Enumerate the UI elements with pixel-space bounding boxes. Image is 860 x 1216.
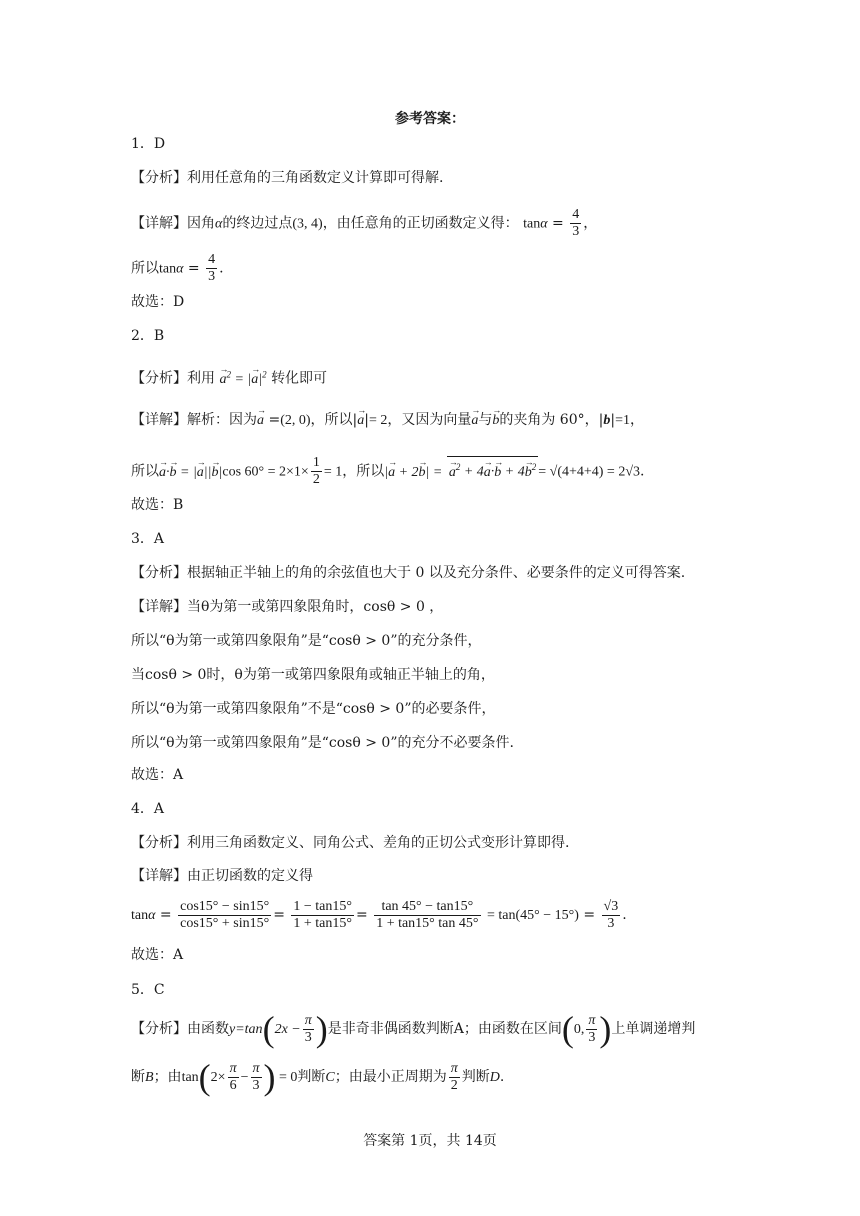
q2-detail: 【详解】解析：因为→ a =(2, 0)，所以|→ a|= 2，又因为向量→ a与→ b的夹角为 60°，|b|=1， bbox=[131, 410, 750, 431]
q2-abs-b: =1 bbox=[615, 413, 630, 428]
q3-choice: 故选：A bbox=[131, 767, 184, 783]
q4-frac-2-num: 1 − tan15° bbox=[293, 898, 352, 914]
q4-choice: 故选：A bbox=[131, 947, 184, 963]
q3-analysis: 【分析】根据轴正半轴上的角的余弦值也大于 0 以及充分条件、必要条件的定义可得答案. bbox=[131, 565, 686, 581]
q4-frac-2-den: 1 + tan15° bbox=[293, 915, 352, 931]
q5-l2-b: ；由 bbox=[153, 1069, 182, 1085]
q5-two: 2 bbox=[450, 1077, 458, 1093]
q5-pi-4: π bbox=[252, 1060, 260, 1076]
q3-line-5: 所以“θ为第一或第四象限角”是“cosθ > 0”的充分不必要条件. bbox=[131, 735, 514, 751]
q5-D: D bbox=[489, 1070, 500, 1085]
q2-a-value: (2, 0) bbox=[280, 413, 311, 428]
q1-so-label: 所以 bbox=[131, 260, 159, 277]
q5-B: B bbox=[145, 1070, 154, 1085]
q4-equation: tanα = $\frac{\cos 15^\circ - \sin 15^\circ}{\cos 15^\circ + \sin 15^\circ}$ = $\frac{1 - \tan 15^\circ}{1 + \tan 15^\circ}$ = $\frac{\tan 45^\circ - \tan 15^\circ}{1 + \tan 15^\circ \tan 45^\circ}$ = tan(45° − 15°) = $\frac{√3}{3}$ . bbox=[131, 898, 627, 931]
q3-line-3: 当cosθ > 0时，θ为第一或第四象限角或轴正半轴上的角， bbox=[131, 667, 495, 683]
q1-fraction-2 bbox=[206, 252, 217, 285]
q1-alpha: α bbox=[215, 216, 223, 232]
q2-analysis-a: 【分析】利用 bbox=[131, 370, 215, 387]
q3-line-1: 【详解】当θ为第一或第四象限角时，cosθ > 0 ， bbox=[131, 599, 444, 615]
q2-detail-c: ，又因为向量 bbox=[387, 412, 472, 428]
q5-pi-3: π bbox=[229, 1060, 237, 1076]
q2-detail-d: 与 bbox=[478, 412, 493, 428]
page-title: 参考答案： bbox=[395, 111, 465, 127]
q2-dot-so: 所以 bbox=[131, 463, 159, 480]
q4-analysis: 【分析】利用三角函数定义、同角公式、差角的正切公式变形计算即得. bbox=[131, 835, 570, 851]
q1-frac-den: 3 bbox=[572, 224, 580, 239]
q4-frac-1 bbox=[178, 899, 271, 932]
q2-analysis-b: 转化即可 bbox=[271, 370, 328, 387]
q1-choice: 故选：D bbox=[131, 294, 185, 310]
q1-frac2-den: 3 bbox=[208, 269, 216, 284]
q1-analysis: 【分析】利用任意角的三角函数定义计算即可得解. bbox=[131, 170, 444, 186]
q5-l2-d: ；由最小正周期为 bbox=[334, 1069, 447, 1085]
q1-detail-b: 的终边过点 bbox=[222, 215, 293, 232]
q3-line-2: 所以“θ为第一或第四象限角”是“cosθ > 0”的充分条件， bbox=[131, 633, 482, 649]
q5-l1-a: 【分析】由函数 bbox=[131, 1021, 229, 1037]
q5-func: y=tan bbox=[229, 1022, 263, 1037]
q2-norm-so: ，所以 bbox=[342, 463, 385, 480]
q5-l2-e: 判断 bbox=[461, 1069, 490, 1085]
q5-three-1: 3 bbox=[304, 1029, 312, 1045]
q4-frac-4-den: 3 bbox=[607, 915, 615, 931]
q5-pi-2: π bbox=[588, 1012, 596, 1028]
q5-line-2: 断B；由tan(2× $\frac{\pi}{6}$ − $\frac{\pi}{3}$ ) = 0判断C；由最小正周期为 $\frac{\pi}{2}$ 判断D. bbox=[131, 1057, 505, 1097]
q5-pi-1: π bbox=[304, 1012, 312, 1028]
q3-line-4: 所以“θ为第一或第四象限角”不是“cosθ > 0”的必要条件， bbox=[131, 701, 496, 717]
q1-fraction bbox=[570, 207, 581, 240]
q5-line-1: 【分析】由函数y=tan(2x − $\frac{\pi}{3}$ )是非奇非偶函数判断A；由函数在区间(0, $\frac{\pi}{3}$ )上单调递增判 bbox=[131, 1009, 696, 1049]
q5-six: 6 bbox=[229, 1077, 237, 1093]
q2-detail-e: 的夹角为 60°， bbox=[499, 412, 599, 428]
q2-dot-result: cos 60° = 2×1× bbox=[222, 464, 309, 480]
q4-frac-3-den: 1 + tan15° tan 45° bbox=[376, 915, 479, 931]
q1-frac2-num: 4 bbox=[208, 252, 216, 267]
q5-l1-c: 上单调递增判 bbox=[611, 1021, 696, 1037]
q2-analysis bbox=[131, 364, 750, 390]
q5-number: 5．C bbox=[131, 982, 165, 998]
q2-dot-eq: = 1 bbox=[323, 464, 343, 480]
q2-norm-result: = √(4+4+4) = 2√3 bbox=[538, 464, 641, 480]
q1-point: (3, 4) bbox=[292, 216, 323, 232]
q5-pi-5: π bbox=[450, 1060, 458, 1076]
q5-l2-c: 判断 bbox=[297, 1069, 326, 1085]
q1-number: 1．D bbox=[131, 136, 166, 152]
q2-abs-a: = 2 bbox=[368, 413, 388, 428]
q1-detail: 【详解】因角α的终边过点(3, 4)，由任意角的正切函数定义得： tanα = $\frac{4}{3}$ ， bbox=[131, 207, 598, 239]
q5-three-3: 3 bbox=[252, 1077, 260, 1093]
q4-frac-1-num: cos15° − sin15° bbox=[180, 898, 270, 914]
q1-alpha-3: α bbox=[176, 261, 184, 277]
q1-detail-a: 【详解】因角 bbox=[131, 215, 215, 232]
q1-tan-2: tan bbox=[159, 261, 177, 277]
q4-frac-2 bbox=[291, 899, 354, 932]
q1-alpha-2: α bbox=[540, 216, 548, 232]
q5-three-2: 3 bbox=[588, 1029, 596, 1045]
q4-frac-4-num: √3 bbox=[603, 898, 619, 914]
page-footer: 答案第 1页，共 14页 bbox=[363, 1133, 497, 1149]
q1-detail-c: ，由任意角的正切函数定义得： bbox=[322, 215, 519, 232]
q3-number: 3．A bbox=[131, 531, 165, 547]
q5-C: C bbox=[325, 1070, 335, 1085]
q4-result-b: (45° − 15°) bbox=[515, 908, 579, 923]
q1-so: 所以tanα = $\frac{4}{3}$ . bbox=[131, 252, 224, 284]
q4-frac-3-num: tan 45° − tan15° bbox=[374, 899, 480, 916]
q4-number: 4．A bbox=[131, 801, 165, 817]
q1-frac-num: 4 bbox=[572, 207, 580, 222]
q1-tan: tan bbox=[523, 216, 541, 232]
q2-number: 2．B bbox=[131, 328, 165, 344]
q4-frac-3 bbox=[374, 899, 480, 932]
q2-choice: 故选：B bbox=[131, 497, 184, 513]
q4-detail: 【详解】由正切函数的定义得 bbox=[131, 868, 313, 884]
q2-detail-a: 【详解】解析：因为 bbox=[131, 412, 257, 428]
q2-detail-b: ，所以 bbox=[310, 412, 353, 428]
q5-l1-b: 是非奇非偶函数判断A；由函数在区间 bbox=[327, 1021, 562, 1037]
q5-l2-a: 断 bbox=[131, 1069, 145, 1085]
q4-frac-1-den: cos15° + sin15° bbox=[180, 915, 270, 931]
q2-dot-line: 所以→ a·→ b = |→ a||→ b|cos 60° = 2×1× $\frac{1}{2}$ = 1，所以|→ a + 2→ b| = → $a^2 + 4\to a\cdot\to b + 4\to b^2 = √(4+4+4) = 2√3$. bbox=[131, 455, 750, 488]
q4-frac-4 bbox=[602, 899, 621, 932]
q4-result-a: = tan bbox=[486, 908, 516, 923]
q2-a-squared: → $a^2$ = |→ $a|^2$ bbox=[219, 372, 266, 387]
